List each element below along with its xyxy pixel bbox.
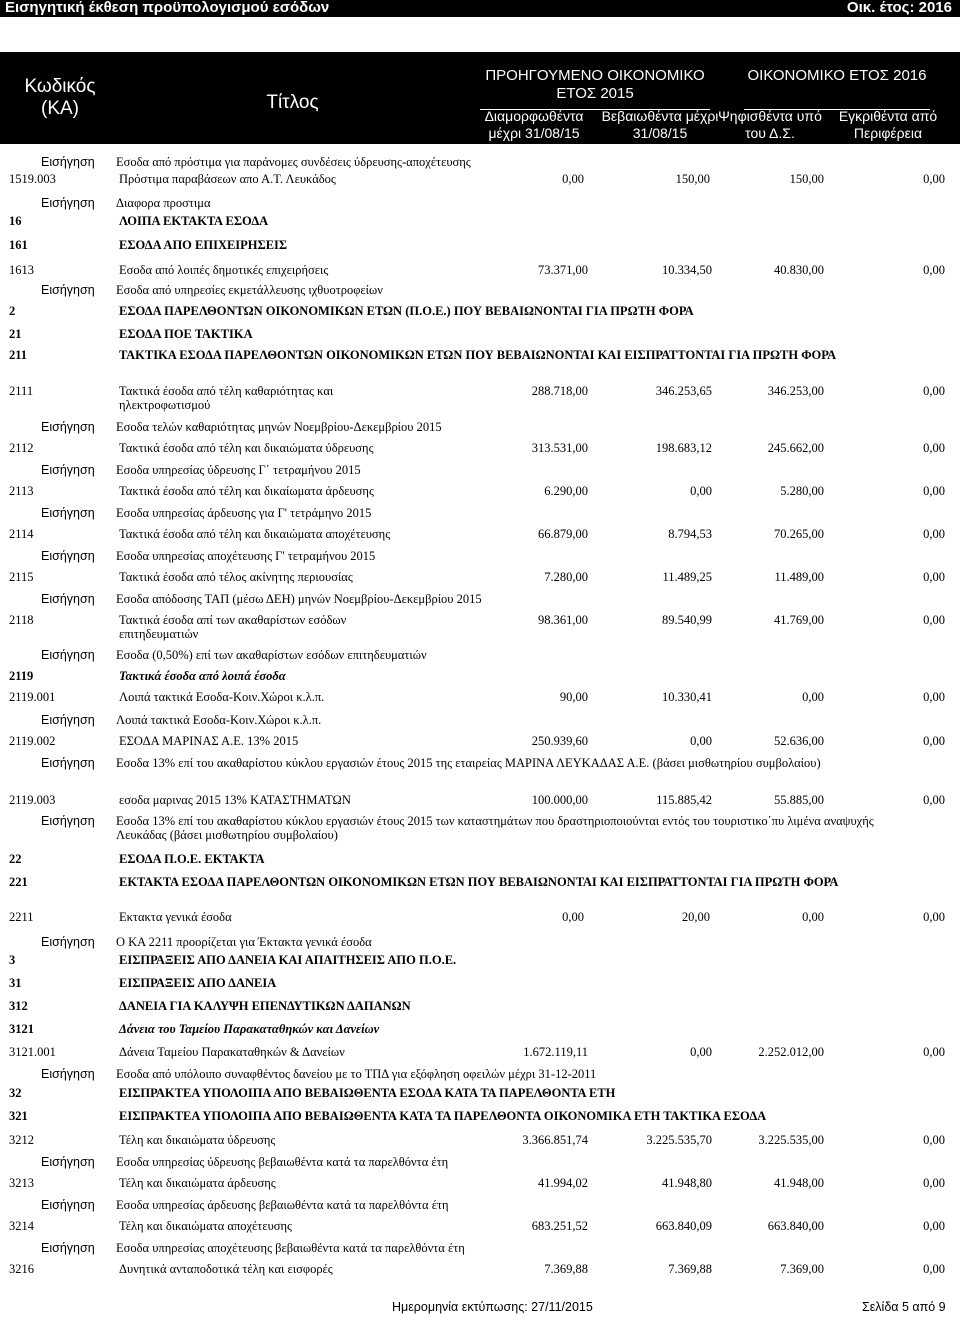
amount-1: 100.000,00 — [531, 793, 588, 807]
amount-4: 0,00 — [923, 384, 945, 398]
amount-3: 11.489,00 — [774, 570, 824, 584]
amount-1: 3.366.851,74 — [522, 1133, 588, 1147]
recommendation-text: Εσοδα 13% επί του ακαθαρίστου κύκλου εργασιών έτους 2015 της εταιρείας ΜΑΡΙΝΑ ΛΕΥΚΑΔΑΣ Α.Ε. (βάσει μισθωτηρίου συμβολαίου) — [116, 756, 821, 770]
recommendation-text: Εσοδα υπηρεσίας αποχέτευσης βεβαιωθέντα κατά τα παρελθόντα έτη — [116, 1241, 465, 1255]
amount-1: 288.718,00 — [531, 384, 588, 398]
category-title: Τακτικά έσοδα από λοιπά έσοδα — [119, 669, 286, 683]
amount-1: 0,00 — [562, 910, 584, 924]
table-header — [0, 52, 960, 144]
category-title: ΕΣΟΔΑ Π.Ο.Ε. ΕΚΤΑΚΤΑ — [119, 852, 265, 866]
amount-1: 66.879,00 — [538, 527, 588, 541]
item-code: 2119.002 — [9, 734, 56, 748]
item-title: Τακτικά έσοδα απί των ακαθαρίστων εσόδων επιτηδευματιών — [119, 613, 347, 641]
amount-2: 7.369,88 — [668, 1262, 712, 1276]
amount-2: 0,00 — [690, 484, 712, 498]
amount-2: 150,00 — [675, 172, 710, 186]
item-title: Τακτικά έσοδα από τέλη και δικαιώματα αποχέτευσης — [119, 527, 391, 541]
category-code: 321 — [9, 1109, 28, 1123]
amount-2: 41.948,80 — [662, 1176, 712, 1190]
amount-2: 89.540,99 — [662, 613, 712, 627]
category-code: 161 — [9, 238, 28, 252]
recommendation-text: Εσοδα από πρόστιμα για παράνομες συνδέσεις ύδρευσης-αποχέτευσης — [116, 155, 471, 169]
amount-3: 245.662,00 — [767, 441, 824, 455]
category-code: 221 — [9, 875, 28, 889]
header-title: Τίτλος — [266, 92, 319, 113]
amount-2: 3.225.535,70 — [646, 1133, 712, 1147]
amount-1: 313.531,00 — [531, 441, 588, 455]
category-code: 2 — [9, 304, 16, 318]
item-title: Πρόστιμα παραβάσεων απο Α.Τ. Λευκάδος — [119, 172, 336, 186]
amount-4: 0,00 — [923, 263, 945, 277]
report-title-bar — [0, 0, 960, 17]
amount-1: 90,00 — [559, 690, 588, 704]
amount-3: 7.369,00 — [780, 1262, 824, 1276]
amount-4: 0,00 — [923, 441, 945, 455]
amount-4: 0,00 — [923, 1133, 945, 1147]
amount-3: 41.948,00 — [774, 1176, 824, 1190]
recommendation-label: Εισήγηση — [41, 814, 95, 828]
amount-4: 0,00 — [923, 1219, 945, 1233]
recommendation-label: Εισήγηση — [41, 1198, 95, 1212]
recommendation-label: Εισήγηση — [41, 1241, 95, 1255]
recommendation-text: Εσοδα υπηρεσίας άρδευσης για Γ' τετράμηνο 2015 — [116, 506, 372, 520]
recommendation-text: Εσοδα υπηρεσίας αποχέτευσης Γ' τετραμήνου 2015 — [116, 549, 376, 563]
amount-2: 11.489,25 — [662, 570, 712, 584]
item-code: 3214 — [9, 1219, 34, 1233]
amount-3: 150,00 — [789, 172, 824, 186]
header-prev-year: ΠΡΟΗΓΟΥΜΕΝΟ ΟΙΚΟΝΟΜΙΚΟ ΕΤΟΣ 2015 — [485, 67, 705, 102]
recommendation-label: Εισήγηση — [41, 1067, 95, 1081]
item-code: 2114 — [9, 527, 34, 541]
header-curr-year: ΟΙΚΟΝΟΜΙΚΟ ΕΤΟΣ 2016 — [747, 67, 927, 84]
amount-3: 52.636,00 — [774, 734, 824, 748]
amount-2: 10.334,50 — [662, 263, 712, 277]
item-code: 2113 — [9, 484, 34, 498]
category-code: 31 — [9, 976, 22, 990]
amount-2: 0,00 — [690, 734, 712, 748]
amount-4: 0,00 — [923, 734, 945, 748]
recommendation-text: Εσοδα (0,50%) επί των ακαθαρίστων εσόδων επιτηδευματιών — [116, 648, 427, 662]
item-title: Λοιπά τακτικά Εσοδα-Κοιν.Χώροι κ.λ.π. — [119, 690, 325, 704]
amount-1: 250.939,60 — [531, 734, 588, 748]
recommendation-label: Εισήγηση — [41, 713, 95, 727]
category-code: 21 — [9, 327, 22, 341]
recommendation-text: Εσοδα υπηρεσίας άρδευσης βεβαιωθέντα κατά τα παρελθόντα έτη — [116, 1198, 449, 1212]
amount-2: 346.253,65 — [655, 384, 712, 398]
item-title: Τέλη και δικαιώματα άρδευσης — [119, 1176, 276, 1190]
item-title: Τέλη και δικαιώματα αποχέτευσης — [119, 1219, 292, 1233]
amount-2: 115.885,42 — [656, 793, 712, 807]
category-title: ΤΑΚΤΙΚΑ ΕΣΟΔΑ ΠΑΡΕΛΘΟΝΤΩΝ ΟΙΚΟΝΟΜΙΚΩΝ ΕΤΩΝ ΠΟΥ ΒΕΒΑΙΩΝΟΝΤΑΙ ΚΑΙ ΕΙΣΠΡΑΤΤΟΝΤΑΙ ΓΙΑ ΠΡΩΤΗ ΦΟΡΑ — [119, 348, 837, 362]
amount-4: 0,00 — [923, 613, 945, 627]
item-title: Εσοδα από λοιπές δημοτικές επιχειρήσεις — [119, 263, 329, 277]
amount-3: 346.253,00 — [767, 384, 824, 398]
category-title: ΕΣΟΔΑ ΠΑΡΕΛΘΟΝΤΩΝ ΟΙΚΟΝΟΜΙΚΩΝ ΕΤΩΝ (Π.Ο.Ε.) ΠΟΥ ΒΕΒΑΙΩΝΟΝΤΑΙ ΓΙΑ ΠΡΩΤΗ ΦΟΡΑ — [119, 304, 694, 318]
header-voted: Ψηφισθέντα υπό του Δ.Σ. — [718, 108, 822, 141]
header-approved: Εγκριθέντα από Περιφέρεια — [838, 108, 938, 141]
recommendation-text: Εσοδα υπηρεσίας ύδρευσης Γ΄ τετραμήνου 2015 — [116, 463, 361, 477]
item-title: Δάνεια Ταμείου Παρακαταθηκών & Δανείων — [119, 1045, 345, 1059]
recommendation-text: Εσοδα από υπόλοιπο συναφθέντος δανείου με το ΤΠΔ για εξόφληση οφειλών μέχρι 31-12-2011 — [116, 1067, 597, 1081]
item-title: Τέλη και δικαιώματα ύδρευσης — [119, 1133, 276, 1147]
item-code: 3121.001 — [9, 1045, 56, 1059]
recommendation-text: Εσοδα υπηρεσίας ύδρευσης βεβαιωθέντα κατά τα παρελθόντα έτη — [116, 1155, 449, 1169]
item-code: 1519.003 — [9, 172, 56, 186]
amount-3: 663.840,00 — [767, 1219, 824, 1233]
item-code: 3213 — [9, 1176, 34, 1190]
recommendation-text: Εσοδα 13% επί του ακαθαρίστου κύκλου εργασιών έτους 2015 των καταστημάτων που δραστηριοποιούνται εντός του τουριστικο΄πυ λιμένα αναψυχής Λευκάδας (βάσει μισθωτηρίου συμβολαίου) — [116, 814, 874, 842]
report-title: Εισηγητική έκθεση προϋπολογισμού εσόδων — [5, 0, 330, 16]
category-code: 3121 — [9, 1022, 34, 1036]
amount-4: 0,00 — [923, 1262, 945, 1276]
item-title: Εκτακτα γενικά έσοδα — [119, 910, 232, 924]
category-title: ΕΙΣΠΡΑΞΕΙΣ ΑΠΟ ΔΑΝΕΙΑ — [119, 976, 277, 990]
category-title: ΛΟΙΠΑ ΕΚΤΑΚΤΑ ΕΣΟΔΑ — [119, 214, 269, 228]
amount-3: 40.830,00 — [774, 263, 824, 277]
item-code: 2118 — [9, 613, 34, 627]
recommendation-label: Εισήγηση — [41, 420, 95, 434]
item-code: 3212 — [9, 1133, 34, 1147]
recommendation-label: Εισήγηση — [41, 756, 95, 770]
amount-2: 10.330,41 — [662, 690, 712, 704]
item-code: 2111 — [9, 384, 34, 398]
amount-1: 41.994,02 — [538, 1176, 588, 1190]
category-code: 312 — [9, 999, 28, 1013]
amount-3: 70.265,00 — [774, 527, 824, 541]
amount-3: 2.252.012,00 — [758, 1045, 824, 1059]
amount-4: 0,00 — [923, 690, 945, 704]
recommendation-label: Εισήγηση — [41, 463, 95, 477]
header-code: Κωδικός (ΚΑ) — [24, 76, 96, 120]
amount-2: 0,00 — [690, 1045, 712, 1059]
amount-4: 0,00 — [923, 484, 945, 498]
amount-1: 7.369,88 — [544, 1262, 588, 1276]
amount-2: 8.794,53 — [668, 527, 712, 541]
amount-3: 0,00 — [802, 910, 824, 924]
amount-3: 5.280,00 — [780, 484, 824, 498]
amount-1: 6.290,00 — [544, 484, 588, 498]
item-code: 2112 — [9, 441, 34, 455]
fiscal-year: Οικ. έτος: 2016 — [846, 0, 952, 16]
amount-1: 73.371,00 — [538, 263, 588, 277]
amount-2: 20,00 — [681, 910, 710, 924]
recommendation-label: Εισήγηση — [41, 155, 95, 169]
amount-3: 55.885,00 — [774, 793, 824, 807]
recommendation-text: Ο ΚΑ 2211 προορίζεται για Έκτακτα γενικά έσοδα — [116, 935, 372, 949]
item-code: 3216 — [9, 1262, 34, 1276]
amount-3: 3.225.535,00 — [758, 1133, 824, 1147]
item-title: Τακτικά έσοδα από τέλη και δικαιώματα ύδρευσης — [119, 441, 374, 455]
amount-4: 0,00 — [923, 172, 945, 186]
amount-4: 0,00 — [923, 570, 945, 584]
recommendation-label: Εισήγηση — [41, 506, 95, 520]
category-title: Δάνεια του Ταμείου Παρακαταθηκών και Δανείων — [119, 1022, 380, 1036]
amount-4: 0,00 — [923, 793, 945, 807]
recommendation-label: Εισήγηση — [41, 935, 95, 949]
print-date: Ημερομηνία εκτύπωσης: 27/11/2015 — [392, 1300, 593, 1314]
amount-2: 663.840,09 — [655, 1219, 712, 1233]
item-code: 2119.003 — [9, 793, 56, 807]
recommendation-label: Εισήγηση — [41, 283, 95, 297]
amount-4: 0,00 — [923, 527, 945, 541]
category-title: ΔΑΝΕΙΑ ΓΙΑ ΚΑΛΥΨΗ ΕΠΕΝΔΥΤΙΚΩΝ ΔΑΠΑΝΩΝ — [119, 999, 411, 1013]
recommendation-label: Εισήγηση — [41, 1155, 95, 1169]
item-title: εσοδα μαρινας 2015 13% ΚΑΤΑΣΤΗΜΑΤΩΝ — [119, 793, 351, 807]
amount-1: 0,00 — [562, 172, 584, 186]
category-title: ΕΣΟΔΑ ΑΠΟ ΕΠΙΧΕΙΡΗΣΕΙΣ — [119, 238, 288, 252]
recommendation-text: Διαφορα προστιμα — [116, 196, 211, 210]
item-title: Τακτικά έσοδα από τέλος ακίνητης περιουσίας — [119, 570, 353, 584]
category-code: 3 — [9, 953, 16, 967]
amount-3: 41.769,00 — [774, 613, 824, 627]
header-certified: Βεβαιωθέντα μέχρι 31/08/15 — [601, 108, 719, 141]
amount-4: 0,00 — [923, 1176, 945, 1190]
item-code: 2211 — [9, 910, 34, 924]
recommendation-text: Λοιπά τακτικά Εσοδα-Κοιν.Χώροι κ.λ.π. — [116, 713, 322, 727]
amount-1: 7.280,00 — [544, 570, 588, 584]
recommendation-text: Εσοδα απόδοσης ΤΑΠ (μέσω ΔΕΗ) μηνών Νοεμβρίου-Δεκεμβρίου 2015 — [116, 592, 482, 606]
category-code: 2119 — [9, 669, 34, 683]
category-title: ΕΚΤΑΚΤΑ ΕΣΟΔΑ ΠΑΡΕΛΘΟΝΤΩΝ ΟΙΚΟΝΟΜΙΚΩΝ ΕΤΩΝ ΠΟΥ ΒΕΒΑΙΩΝΟΝΤΑΙ ΚΑΙ ΕΙΣΠΡΑΤΤΟΝΤΑΙ ΓΙΑ ΠΡΩΤΗ ΦΟΡΑ — [119, 875, 839, 889]
amount-1: 1.672.119,11 — [523, 1045, 588, 1059]
item-code: 2119.001 — [9, 690, 56, 704]
category-code: 16 — [9, 214, 22, 228]
category-code: 22 — [9, 852, 22, 866]
item-code: 2115 — [9, 570, 34, 584]
recommendation-label: Εισήγηση — [41, 196, 95, 210]
page-number: Σελίδα 5 από 9 — [862, 1300, 946, 1314]
item-title: ΕΣΟΔΑ ΜΑΡΙΝΑΣ Α.Ε. 13% 2015 — [119, 734, 299, 748]
amount-3: 0,00 — [802, 690, 824, 704]
category-title: ΕΙΣΠΡΑΚΤΕΑ ΥΠΟΛΟΙΠΑ ΑΠΟ ΒΕΒΑΙΩΘΕΝΤΑ ΚΑΤΑ ΤΑ ΠΑΡΕΛΘΟΝΤΑ ΟΙΚΟΝΟΜΙΚΑ ΕΤΗ ΤΑΚΤΙΚΑ ΕΣΟΔΑ — [119, 1109, 767, 1123]
header-formed: Διαμορφωθέντα μέχρι 31/08/15 — [484, 108, 584, 141]
category-code: 211 — [9, 348, 28, 362]
recommendation-text: Εσοδα τελών καθαριότητας μηνών Νοεμβρίου-Δεκεμβρίου 2015 — [116, 420, 442, 434]
category-title: ΕΣΟΔΑ ΠΟΕ ΤΑΚΤΙΚΑ — [119, 327, 253, 341]
recommendation-label: Εισήγηση — [41, 648, 95, 662]
category-code: 32 — [9, 1086, 22, 1100]
recommendation-label: Εισήγηση — [41, 549, 95, 563]
amount-1: 683.251,52 — [531, 1219, 588, 1233]
item-title: Δυνητικά ανταποδοτικά τέλη και εισφορές — [119, 1262, 333, 1276]
amount-1: 98.361,00 — [538, 613, 588, 627]
recommendation-text: Εσοδα από υπηρεσίες εκμετάλλευσης ιχθυοτροφείων — [116, 283, 383, 297]
amount-2: 198.683,12 — [655, 441, 712, 455]
amount-4: 0,00 — [923, 1045, 945, 1059]
recommendation-label: Εισήγηση — [41, 592, 95, 606]
item-title: Τακτικά έσοδα από τέλη και δικαίωματα άρδευσης — [119, 484, 374, 498]
category-title: ΕΙΣΠΡΑΞΕΙΣ ΑΠΟ ΔΑΝΕΙΑ ΚΑΙ ΑΠΑΙΤΗΣΕΙΣ ΑΠΟ Π.Ο.Ε. — [119, 953, 457, 967]
category-title: ΕΙΣΠΡΑΚΤΕΑ ΥΠΟΛΟΙΠΑ ΑΠΟ ΒΕΒΑΙΩΘΕΝΤΑ ΕΣΟΔΑ ΚΑΤΑ ΤΑ ΠΑΡΕΛΘΟΝΤΑ ΕΤΗ — [119, 1086, 616, 1100]
item-title: Τακτικά έσοδα από τέλη καθαριότητας και ηλεκτροφωτισμού — [119, 384, 334, 412]
item-code: 1613 — [9, 263, 34, 277]
amount-4: 0,00 — [923, 910, 945, 924]
